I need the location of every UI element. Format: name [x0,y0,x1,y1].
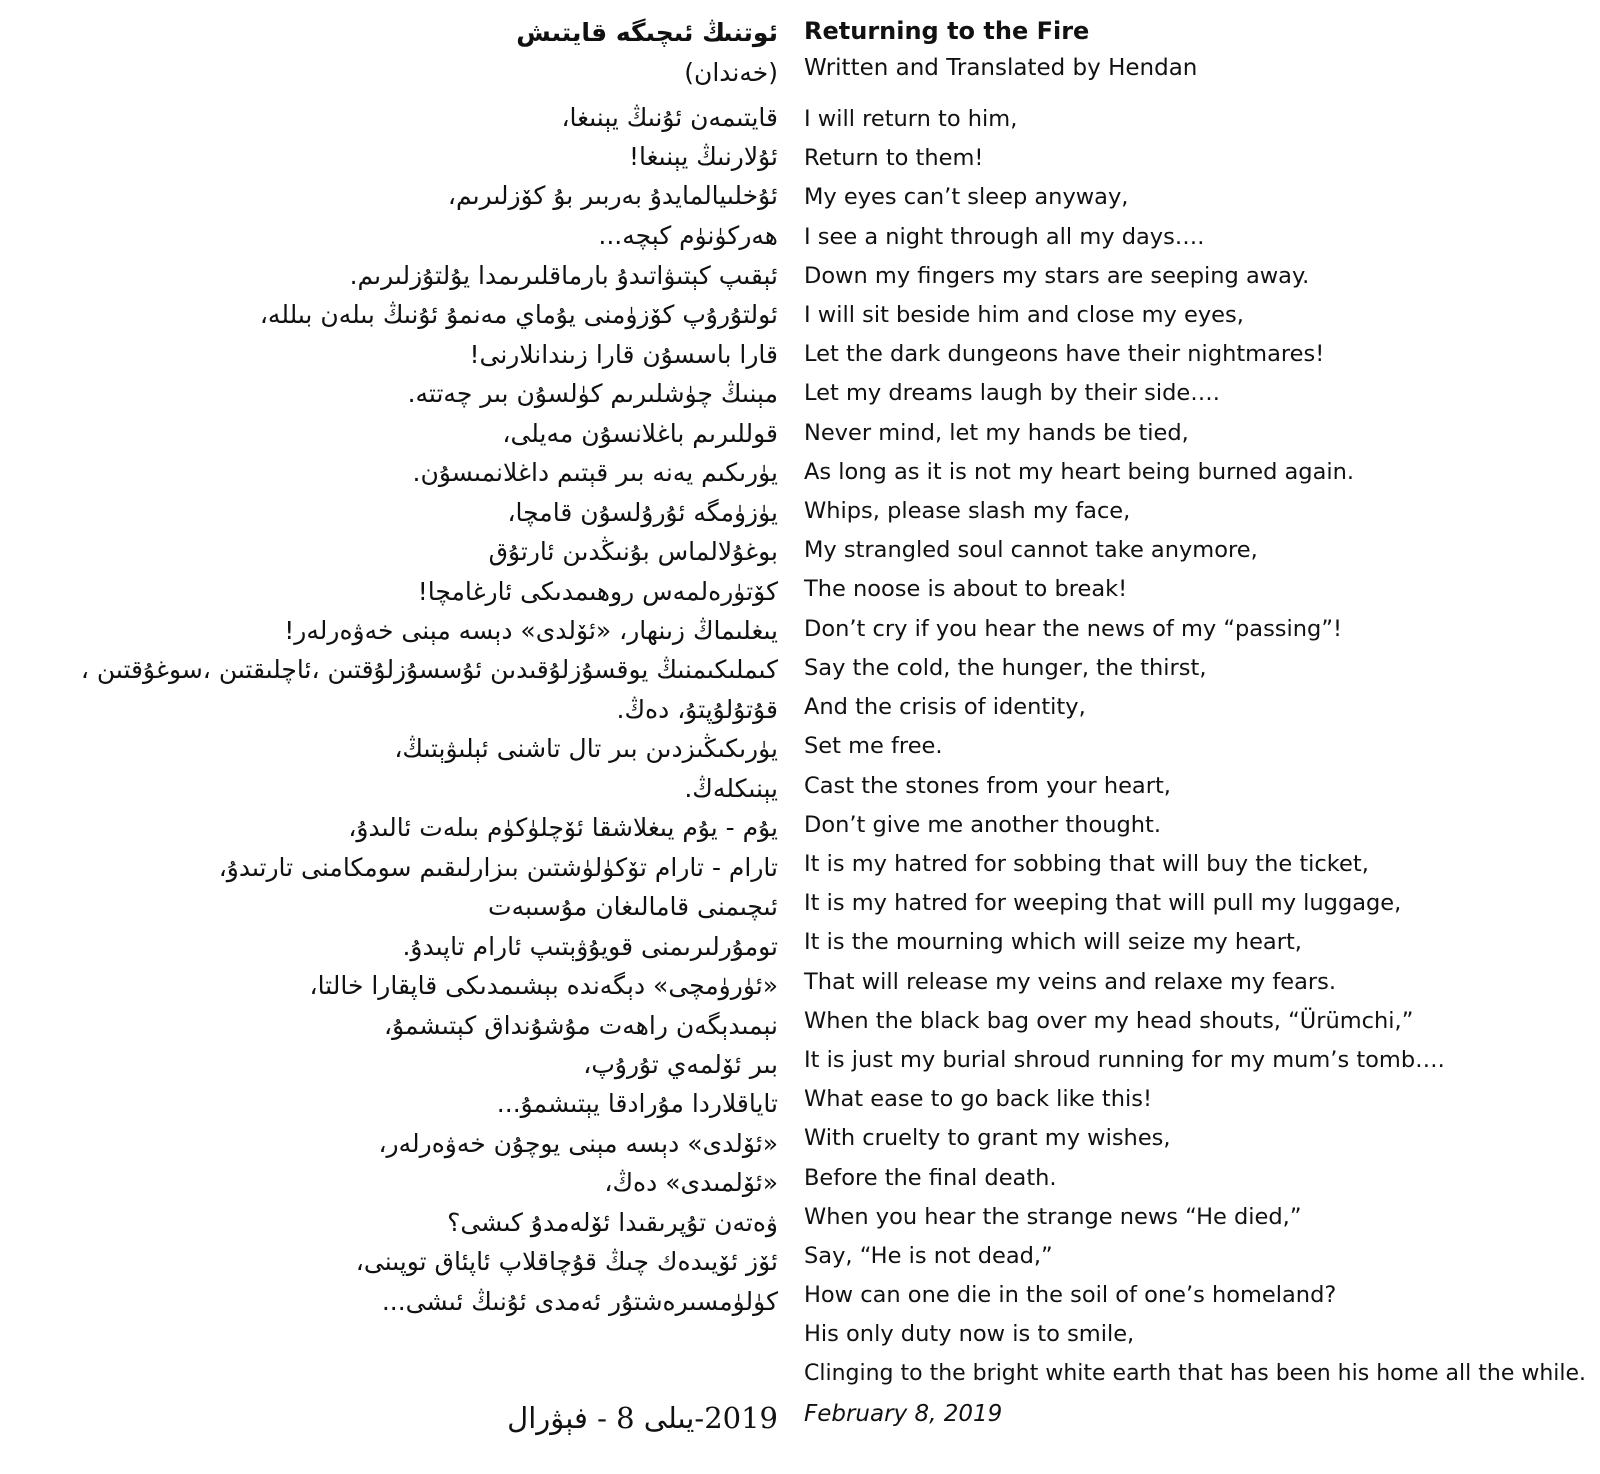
english-line: Return to them! [804,145,984,171]
english-author: Written and Translated by Hendan [804,55,1198,81]
uyghur-author: (خەندان) [684,58,778,87]
english-line: Don’t cry if you hear the news of my “passing”! [804,616,1343,642]
english-line: My strangled soul cannot take anymore, [804,537,1258,563]
english-line: My eyes can’t sleep anyway, [804,184,1129,210]
uyghur-line: قارا باسسۇن قارا زىندانلارنى! [469,340,778,369]
english-line: Set me free. [804,733,943,759]
english-line: Say, “He is not dead,” [804,1243,1053,1269]
uyghur-line: «ئۆلمىدى» دەڭ، [604,1168,778,1197]
english-line: I see a night through all my days…. [804,224,1205,250]
english-line: With cruelty to grant my wishes, [804,1125,1171,1151]
uyghur-line: تارام - تارام تۆكۈلۈشتىن بىزارلىقىم سومكامنى تارتىدۇ، [218,853,778,882]
uyghur-line: ئۇلارنىڭ يېنىغا! [628,142,778,171]
english-line: I will sit beside him and close my eyes, [804,302,1244,328]
uyghur-line: يۇم - يۇم يىغلاشقا ئۆچلۈكۈم بىلەت ئالىدۇ، [348,813,778,842]
uyghur-line: «ئۈرۈمچى» دېگەندە بېشىمدىكى قاپقارا خالتا، [309,971,778,1000]
uyghur-line: يىغلىماڭ زىنھار، «ئۆلدى» دېسە مېنى خەۋەرلەر! [284,616,778,645]
english-line: Say the cold, the hunger, the thirst, [804,655,1207,681]
uyghur-line: يۈرىكىم يەنە بىر قېتىم داغلانمىسۇن. [412,458,778,487]
uyghur-line: كۈلۈمسىرەشتۇر ئەمدى ئۇنىڭ ئىشى... [381,1287,778,1316]
uyghur-line: مېنىڭ چۈشلىرىم كۈلسۇن بىر چەتتە. [407,379,778,408]
uyghur-line: تاياقلاردا مۇرادقا يېتىشمۇ... [496,1089,778,1118]
english-line: It is my hatred for weeping that will pull my luggage, [804,890,1402,916]
uyghur-line: ئۇخلىيالمايدۇ بەربىر بۇ كۆزلىرىم، [447,181,778,210]
uyghur-line: نېمىدېگەن راھەت مۇشۇنداق كېتىشمۇ، [384,1011,778,1040]
english-line: Let the dark dungeons have their nightmares! [804,341,1325,367]
uyghur-line: يۈزۈمگە ئۇرۇلسۇن قامچا، [507,498,778,527]
english-line: Don’t give me another thought. [804,812,1162,838]
english-line: How can one die in the soil of one’s homeland? [804,1282,1337,1308]
uyghur-line: ئولتۇرۇپ كۆزۈمنى يۇماي مەنمۇ ئۇنىڭ بىلەن بىللە، [259,300,778,329]
uyghur-line: يۈرىكىڭىزدىن بىر تال تاشنى ئېلىۋېتىڭ، [394,734,778,763]
uyghur-line: بىر ئۆلمەي تۇرۇپ، [583,1050,778,1079]
uyghur-line: كۆتۈرەلمەس روھىمدىكى ئارغامچا! [417,577,778,606]
uyghur-line: قوللىرىم باغلانسۇن مەيلى، [502,419,778,448]
uyghur-line: بوغۇلالماس بۇنىڭدىن ئارتۇق [488,537,778,566]
uyghur-line: «ئۆلدى» دېسە مېنى يوچۇن خەۋەرلەر، [378,1129,778,1158]
english-title: Returning to the Fire [804,17,1090,45]
english-line: His only duty now is to smile, [804,1321,1135,1347]
uyghur-line: ھەركۈنۈم كېچە... [598,221,778,250]
english-line: Before the final death. [804,1165,1057,1191]
uyghur-title: ئوتنىڭ ئىچىگە قايتىش [516,18,778,47]
uyghur-line: ئېقىپ كېتىۋاتىدۇ بارماقلىرىمدا يۇلتۇزلىرىم. [349,261,778,290]
english-line: Cast the stones from your heart, [804,773,1171,799]
english-line: When you hear the strange news “He died,” [804,1204,1302,1230]
english-line: Down my fingers my stars are seeping away. [804,263,1310,289]
english-line: The noose is about to break! [804,576,1128,602]
english-line: And the crisis of identity, [804,694,1086,720]
english-line: Never mind, let my hands be tied, [804,420,1189,446]
english-date: February 8, 2019 [804,1401,1003,1427]
uyghur-line: يېنىكلەڭ. [684,774,778,803]
uyghur-line: ئۆز ئۆيىدەك چىڭ قۇچاقلاپ ئاپئاق توپىنى، [355,1247,778,1276]
english-line: Let my dreams laugh by their side…. [804,380,1220,406]
uyghur-line: تومۇرلىرىمنى قويۇۋېتىپ ئارام تاپىدۇ. [402,932,778,961]
english-line: What ease to go back like this! [804,1086,1152,1112]
uyghur-date: 2019-يىلى 8 - فېۋرال [507,1401,778,1435]
uyghur-line: ئىچىمنى قامالىغان مۇسىبەت [488,892,778,921]
english-line: When the black bag over my head shouts, “Ürümchi,” [804,1008,1414,1034]
english-line: I will return to him, [804,106,1018,132]
english-line: It is my hatred for sobbing that will buy the ticket, [804,851,1369,877]
english-line: It is just my burial shroud running for my mum’s tomb…. [804,1047,1445,1073]
uyghur-line: كىملىكىمنىڭ يوقسۇزلۇقىدىن ئۇسسۇزلۇقتىن ،ئاچلىقتىن ،سوغۇقتىن ، [80,655,778,684]
english-line: As long as it is not my heart being burned again. [804,459,1355,485]
english-line: Whips, please slash my face, [804,498,1131,524]
english-line: Clinging to the bright white earth that has been his home all the while. [804,1361,1587,1386]
uyghur-line: قايتىمەن ئۇنىڭ يېنىغا، [561,103,778,132]
english-line: That will release my veins and relaxe my fears. [804,969,1337,995]
uyghur-line: قۇتۇلۇپتۇ، دەڭ. [616,695,778,724]
english-line: It is the mourning which will seize my heart, [804,929,1302,955]
uyghur-line: ۋەتەن تۇپرىقىدا ئۆلەمدۇ كىشى؟ [447,1208,778,1237]
